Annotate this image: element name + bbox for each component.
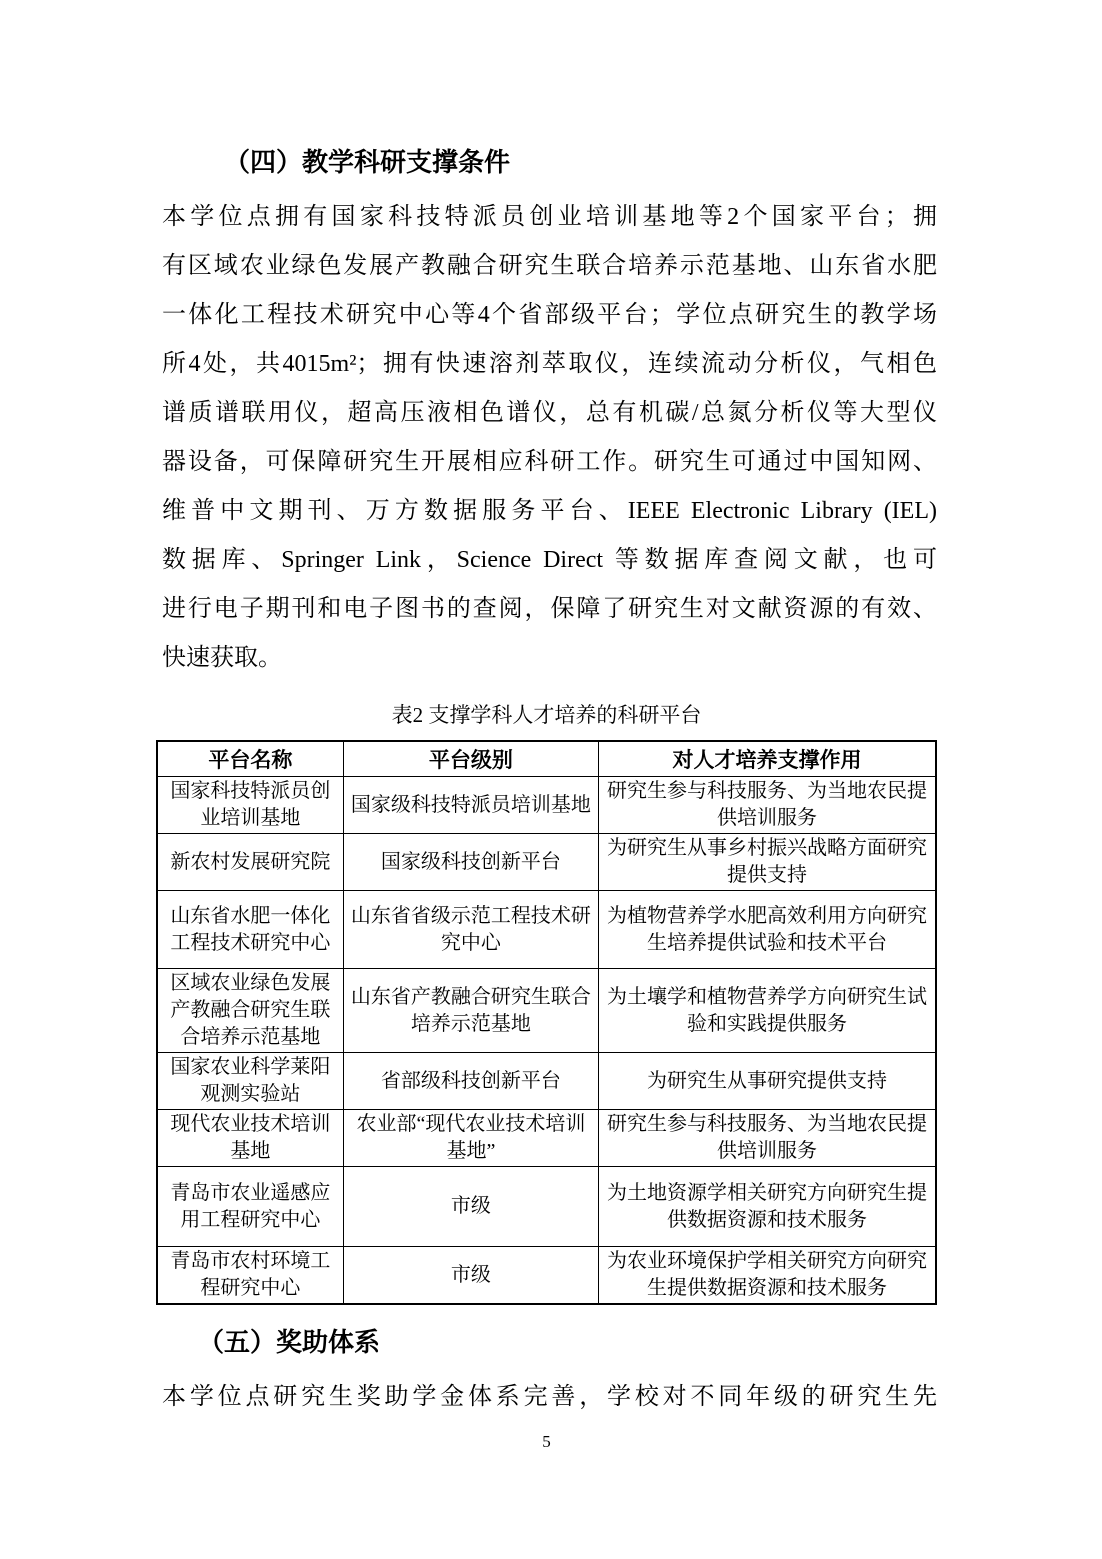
- section-4-paragraph: [156, 193, 937, 683]
- cell-support-role: 为研究生从事乡村振兴战略方面研究提供支持: [599, 834, 936, 891]
- column-header-support-role: 对人才培养支撑作用: [599, 741, 936, 777]
- cell-support-role: 为土地资源学相关研究方向研究生提供数据资源和技术服务: [599, 1167, 936, 1247]
- paragraph-line: 所4处，共4015m²；拥有快速溶剂萃取仪，连续流动分析仪，气相色: [162, 351, 937, 377]
- table-caption: 表2 支撑学科人才培养的科研平台: [391, 703, 702, 727]
- table-row: [157, 1110, 936, 1167]
- table-row: [157, 891, 936, 969]
- paragraph-line: 一体化工程技术研究中心等4个省部级平台；学位点研究生的教学场: [162, 302, 937, 328]
- column-header-platform-name: 平台名称: [157, 741, 343, 777]
- cell-platform-level: 市级: [343, 1247, 598, 1305]
- section-5-paragraph: [156, 1373, 937, 1422]
- cell-support-role: 研究生参与科技服务、为当地农民提供培训服务: [599, 1110, 936, 1167]
- table-row: [157, 969, 936, 1053]
- section-heading-4: （四）教学科研支撑条件: [224, 148, 511, 178]
- cell-support-role: 为植物营养学水肥高效利用方向研究生培养提供试验和技术平台: [599, 891, 936, 969]
- cell-platform-name: 青岛市农村环境工程研究中心: [157, 1247, 343, 1305]
- cell-platform-level: 市级: [343, 1167, 598, 1247]
- table-row: [157, 1247, 936, 1305]
- cell-platform-level: 山东省省级示范工程技术研究中心: [343, 891, 598, 969]
- cell-platform-level: 农业部“现代农业技术培训基地”: [343, 1110, 598, 1167]
- cell-platform-level: 国家级科技创新平台: [343, 834, 598, 891]
- cell-support-role: 研究生参与科技服务、为当地农民提供培训服务: [599, 777, 936, 834]
- table-body: [157, 777, 936, 1305]
- paragraph-line: 谱质谱联用仪，超高压液相色谱仪，总有机碳/总氮分析仪等大型仪: [162, 400, 937, 426]
- paragraph-line: 本学位点研究生奖助学金体系完善，学校对不同年级的研究生先: [162, 1384, 937, 1410]
- cell-platform-level: 省部级科技创新平台: [343, 1053, 598, 1110]
- research-platform-table: [156, 740, 937, 1305]
- table-row: [157, 1167, 936, 1247]
- cell-support-role: 为土壤学和植物营养学方向研究生试验和实践提供服务: [599, 969, 936, 1053]
- page-number: 5: [542, 1432, 551, 1451]
- cell-platform-name: 青岛市农业遥感应用工程研究中心: [157, 1167, 343, 1247]
- table-header-row: [157, 741, 936, 777]
- paragraph-line: 有区域农业绿色发展产教融合研究生联合培养示范基地、山东省水肥: [162, 253, 937, 279]
- cell-platform-name: 区域农业绿色发展产教融合研究生联合培养示范基地: [157, 969, 343, 1053]
- column-header-platform-level: 平台级别: [343, 741, 598, 777]
- paragraph-line: 进行电子期刊和电子图书的查阅，保障了研究生对文献资源的有效、: [162, 596, 937, 622]
- cell-platform-name: 山东省水肥一体化工程技术研究中心: [157, 891, 343, 969]
- cell-platform-name: 新农村发展研究院: [157, 834, 343, 891]
- section-heading-5: （五）奖助体系: [198, 1328, 381, 1358]
- paragraph-line: 本学位点拥有国家科技特派员创业培训基地等2个国家平台；拥: [162, 204, 937, 230]
- cell-platform-level: 国家级科技特派员培训基地: [343, 777, 598, 834]
- cell-support-role: 为农业环境保护学相关研究方向研究生提供数据资源和技术服务: [599, 1247, 936, 1305]
- cell-platform-name: 现代农业技术培训基地: [157, 1110, 343, 1167]
- paragraph-line: 快速获取。: [162, 645, 282, 671]
- table-row: [157, 834, 936, 891]
- cell-platform-name: 国家农业科学莱阳观测实验站: [157, 1053, 343, 1110]
- cell-platform-level: 山东省产教融合研究生联合培养示范基地: [343, 969, 598, 1053]
- paragraph-line: 维普中文期刊、万方数据服务平台、IEEE Electronic Library (IEL): [162, 498, 937, 524]
- paragraph-line: 数据库、Springer Link，Science Direct 等数据库查阅文献，也可: [162, 547, 937, 573]
- cell-support-role: 为研究生从事研究提供支持: [599, 1053, 936, 1110]
- paragraph-line: 器设备，可保障研究生开展相应科研工作。研究生可通过中国知网、: [162, 449, 937, 475]
- table-row: [157, 777, 936, 834]
- cell-platform-name: 国家科技特派员创业培训基地: [157, 777, 343, 834]
- table-row: [157, 1053, 936, 1110]
